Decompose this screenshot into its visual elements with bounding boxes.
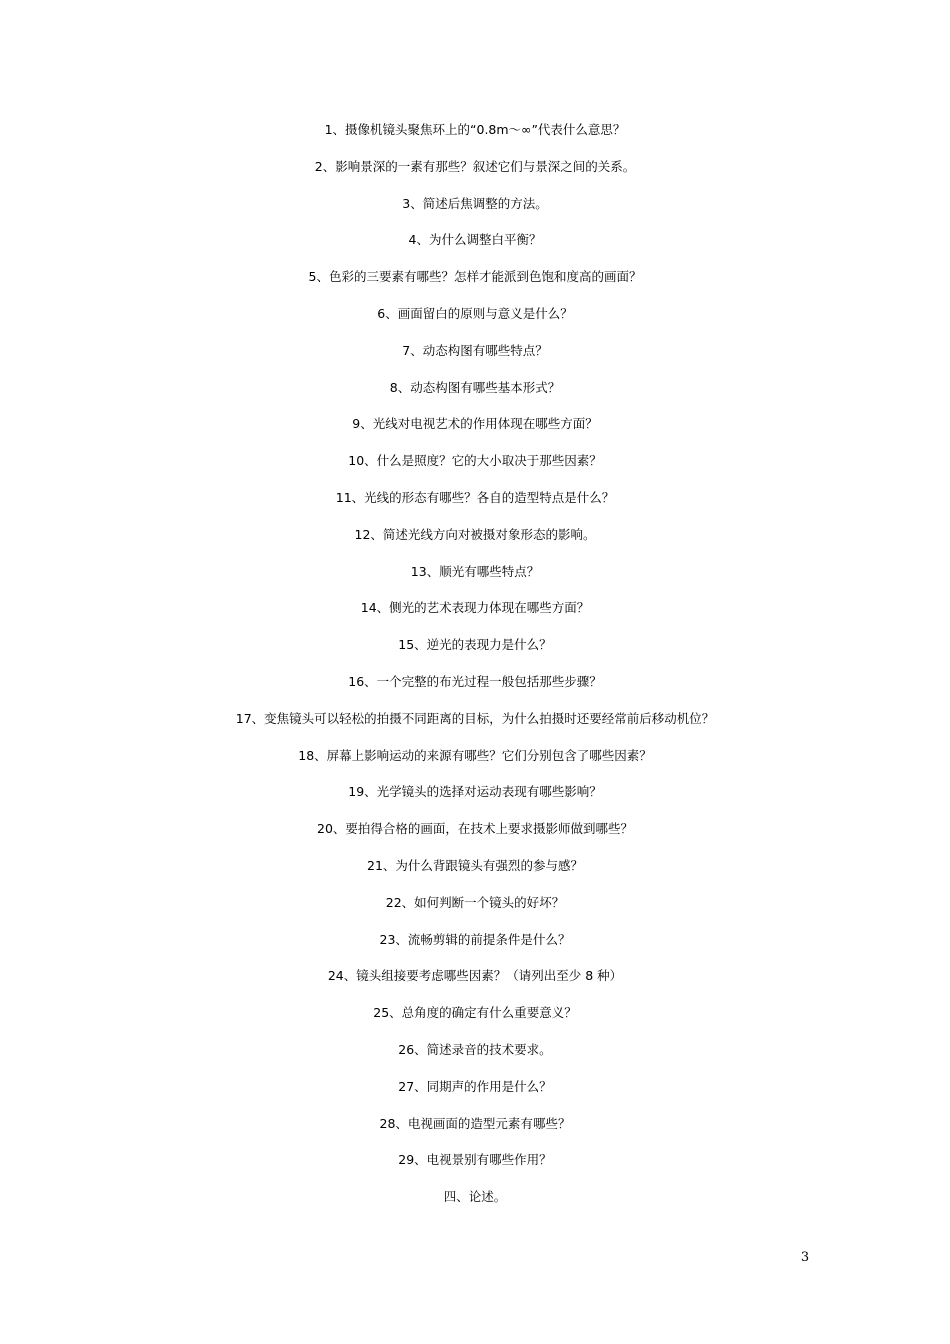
question-item: 20、要拍得合格的画面，在技术上要求摄影师做到哪些？ [317,821,633,837]
question-item: 6、画面留白的原则与意义是什么？ [377,305,573,321]
question-item: 8、动态构图有哪些基本形式？ [389,379,561,395]
question-item: 7、动态构图有哪些特点？ [402,342,548,358]
question-item: 23、流畅剪辑的前提条件是什么？ [379,931,571,947]
question-item: 21、为什么背跟镜头有强烈的参与感？ [367,857,583,873]
question-item: 14、侧光的艺术表现力体现在哪些方面？ [360,600,590,616]
question-item: 16、一个完整的布光过程一般包括那些步骤？ [348,673,602,689]
question-item: 11、光线的形态有哪些？各自的造型特点是什么？ [335,489,615,505]
question-list [0,118,950,1222]
question-item: 12、简述光线方向对被摄对象形态的影响。 [354,526,596,542]
question-item: 2、影响景深的一素有那些？叙述它们与景深之间的关系。 [314,158,636,174]
question-item: 3、简述后焦调整的方法。 [402,195,548,211]
question-item: 18、屏幕上影响运动的来源有哪些？它们分别包含了哪些因素？ [298,747,652,763]
question-item: 17、变焦镜头可以轻松的拍摄不同距离的目标，为什么拍摄时还要经常前后移动机位？ [235,710,715,726]
question-item: 27、同期声的作用是什么？ [398,1078,552,1094]
question-item: 1、摄像机镜头聚焦环上的“0.8m～∞”代表什么意思？ [324,122,626,137]
section-heading: 四、论述。 [443,1189,507,1205]
question-item: 13、顺光有哪些特点？ [410,563,540,579]
question-item: 22、如何判断一个镜头的好坏？ [385,894,565,910]
question-item: 9、光线对电视艺术的作用体现在哪些方面？ [352,416,598,432]
question-item: 26、简述录音的技术要求。 [398,1041,552,1057]
question-item: 10、什么是照度？它的大小取决于那些因素？ [348,453,602,469]
question-item: 24、镜头组接要考虑哪些因素？（请列出至少 8 种） [327,968,623,984]
question-item: 29、电视景别有哪些作用？ [398,1152,552,1168]
page-number: 3 [800,1250,810,1265]
question-item: 19、光学镜头的选择对运动表现有哪些影响？ [348,784,602,800]
question-item: 15、逆光的表现力是什么？ [398,637,552,653]
question-item: 5、色彩的三要素有哪些？怎样才能派到色饱和度高的画面？ [308,269,642,285]
question-item: 25、总角度的确定有什么重要意义？ [373,1005,577,1021]
question-item: 4、为什么调整白平衡？ [408,232,542,248]
question-item: 28、电视画面的造型元素有哪些？ [379,1115,571,1131]
